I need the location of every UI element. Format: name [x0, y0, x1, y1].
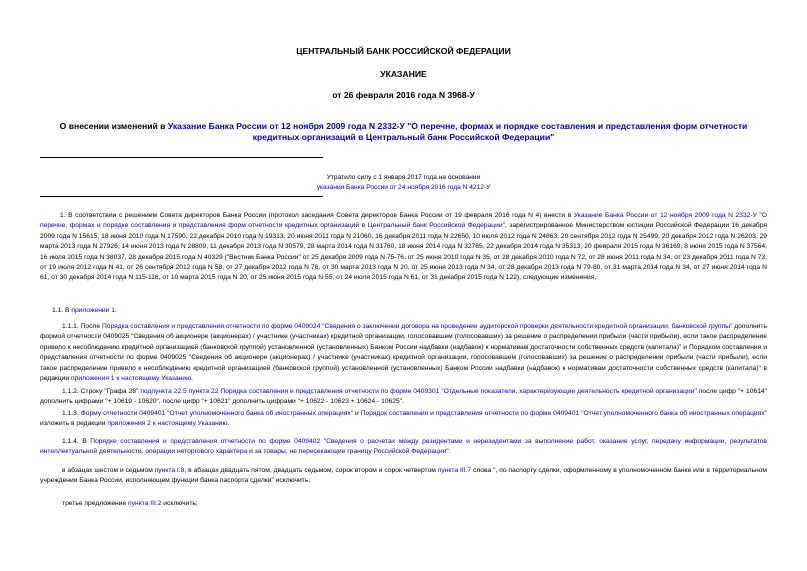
p8-text-b: исключить;	[161, 500, 198, 507]
p5-link-1[interactable]: Форму отчетности 0409401 "Отчет уполномоченного банка об иностранных операциях"	[80, 410, 354, 417]
p4-text-a: 1.1.2. Строку "Графа 28"	[62, 388, 141, 395]
p2-text-a: 1.1. В	[52, 307, 72, 314]
p5-text-b: и	[353, 410, 361, 417]
p1-link[interactable]: Указание Банка России от 12 ноября 2009 года N 2332-У "О перечне, формах и порядке составления и представления форм отчетности кредитных организаций в Центральный банк Российской Федерации"	[40, 212, 767, 230]
p5-link-2[interactable]: Порядок составления и представления отчетности по форме 0409401 "Отчет уполномоченного банка об иностранных операциях"	[360, 410, 768, 417]
p5-link-3[interactable]: приложения 2 к настоящему Указанию	[107, 420, 228, 428]
title-prefix: О внесении изменений в	[59, 121, 168, 131]
paragraph-item-2	[40, 499, 767, 509]
p5-text-a: 1.1.3.	[62, 410, 81, 417]
p2-link[interactable]: приложении 1	[71, 307, 115, 314]
p8-link[interactable]: пункта III.2	[128, 500, 162, 507]
p1-text-b: , зарегистрированное Министерством юстиции Российской Федерации 16 декабря 2009 года N 15615, 18 июня 2010 года N 17590, 22 декабря 2010 года N 19313, 20 июня 2011 года N 21060, 16 декабря 2011 года N 22650, 10 июля 2012 года N 24863, 20 сентября 2012 года N 25499, 20 декабря 2012 года N 26203, 29 марта 2013 года N 27926, 14 июня 2013 года N 28809, 11 декабря 2013 года N 30579, 28 марта 2014 года N 31760, 18 июня 2014 года N 32765, 22 декабря 2014 года N 35313, 20 февраля 2015 года N 36169, 8 июня 2015 года N 37564, 16 июля 2015 года N 38037, 28 декабря 2015 года N 40329 ("Вестник Банка России" от 25 декабря 2009 года N 75-76, от 25 июня 2010 года N 35, от 28 декабря 2010 года N 72, от 28 июня 2011 года N 34, от 23 декабря 2011 года N 73, от 19 июля 2012 года N 41, от 26 сентября 2012 года N 58, от 27 декабря 2012 года N 76, от 30 марта 2013 года N 20, от 25 июня 2013 года N 34, от 28 декабря 2013 года N 79-80, от 31 марта 2014 года N 34, от 27 июня 2014 года N 61, от 30 декабря 2014 года N 115-116, от 10 марта 2015 года N 20, от 25 июня 2015 года N 55, от 24 июля 2015 года N 61, от 31 декабря 2015 года N 122), следующие изменения.	[40, 222, 768, 282]
paragraph-1-1-4	[40, 437, 767, 458]
paragraph-1-1-1	[40, 322, 767, 384]
divider-bottom	[40, 196, 323, 197]
p7-link-1[interactable]: пункта I.8	[154, 467, 185, 474]
p7-text-a: в абзацах шестом и седьмом	[62, 467, 155, 474]
doc-type: УКАЗАНИЕ	[380, 69, 427, 79]
status-note	[40, 173, 767, 193]
p3-text-b: дополнить формой отчетности 0409025 "Сведения об акционере (акционерах) / участнике (участниках) кредитной организации, голосовавшем (голосовавших) за решение о распределении прибыли (части прибыли), если такое распределение привело к несоблюдению кредитной организацией (банковской группой) установленной (установленных) Банком России надбавки (надбавок) к нормативам достаточности собственных средств (капитала)" и Порядком составления и представления отчетности по форме 0409025 "Сведения об акционере (акционерах) / участнике (участниках) кредитной организации, голосовавшем (голосовавших) за решение о распределении прибыли (части прибыли), если такое распределение привело к несоблюдению кредитной организацией (банковской группой) установленной (установленных) Банком России надбавки (надбавок) к нормативам достаточности собственных средств (капитала)" в редакции	[40, 323, 767, 383]
doc-date-number: от 26 февраля 2016 года N 3968-У	[332, 90, 475, 100]
p3-link-2[interactable]: приложения 1 к настоящему Указанию	[71, 375, 192, 383]
p5-text-d: .	[227, 420, 230, 428]
p3-link-1[interactable]: Порядка составления и представления отчетности по форме 0409024 "Сведения о заключении договора на проведение аудиторской проверки деятельности кредитной организации, банковской группы"	[101, 323, 733, 330]
p3-text-c: .	[191, 375, 194, 383]
paragraph-1	[40, 211, 767, 284]
paragraph-1-1-3	[40, 409, 767, 430]
title-link[interactable]: Указание Банка России от 12 ноября 2009 года N 2332-У "О перечне, формах и порядке составления и представления форм отчетности кредитных организаций в Центральный банк Российской Федерации"	[167, 121, 748, 142]
p7-link-2[interactable]: пункта III.7	[437, 467, 472, 474]
org-name: ЦЕНТРАЛЬНЫЙ БАНК РОССИЙСКОЙ ФЕДЕРАЦИИ	[296, 46, 511, 56]
p4-text-b: после цифр "+ 10614" дополнить цифрами "+ 10619 - 10620", после цифр "+ 10621" дополнить цифрами "+ 10622 - 10623 + 10624 - 10625".	[40, 388, 768, 406]
p6-text-b: :	[448, 448, 451, 456]
paragraph-1-1	[52, 306, 767, 316]
status-note-link[interactable]: указания Банка России от 24 ноября 2016 года N 4212-У	[316, 184, 491, 191]
p1-text-a: 1. В соответствии с решением Совета директоров Банка России (протокол заседания Совета директоров Банка России от 19 февраля 2016 года N 4) внести в	[60, 212, 574, 219]
p7-text-b: , в абзацах двадцать пятом, двадцать седьмом, сорок втором и сорок четвертом	[184, 467, 438, 474]
paragraph-item-1	[40, 466, 767, 487]
p3-text-a: 1.1.1. После	[62, 323, 102, 330]
p8-text-a: третье предложение	[62, 500, 129, 507]
divider-top	[40, 157, 323, 158]
p2-text-b: :	[114, 307, 117, 314]
p7-text-c: слова ", по паспорту сделки, оформленному в уполномоченном банке или в территориальном учреждении Банка России, исполняющем функции банка паспорта сделки" исключить;	[40, 467, 767, 485]
status-note-text: Утратило силу с 1 января 2017 года на основании	[326, 174, 481, 181]
p6-link[interactable]: Порядке составления и представления отчетности по форме 0409402 "Сведения о расчетах между резидентами и нерезидентами за выполнение работ, оказание услуг, передачу информации, результатов интеллектуальной деятельности, операции неторгового характера и за товары, не пересекающие границу Российской Федерации"	[40, 438, 767, 456]
p4-link[interactable]: подпункта 22.5 пункта 22 Порядка составления и представления отчетности по форме 0409301 "Отдельные показатели, характеризующие деятельность кредитной организации"	[140, 388, 697, 395]
doc-title	[40, 121, 767, 143]
p5-text-c: изложить в редакции	[40, 420, 108, 428]
paragraph-1-1-2	[40, 387, 767, 408]
p6-text-a: 1.1.4. В	[62, 438, 91, 445]
